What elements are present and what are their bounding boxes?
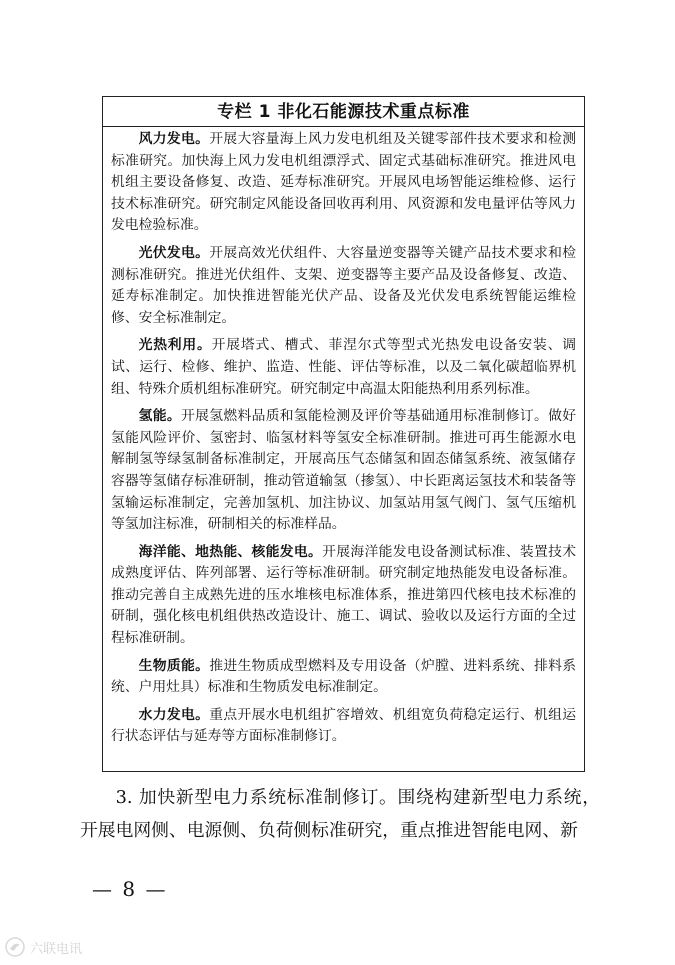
section-head: 光伏发电。 xyxy=(138,244,210,261)
section-text: 开展氢燃料品质和氢能检测及评价等基础通用标准制修订。做好氢能风险评价、氢密封、临氢材料等氢安全标准研制。推进可再生能源水电解制氢等绿氢制备标准制定，开展高压气态储氢和固态储氢系统、液氢储存容器等氢储存标准研制，推动管道输氢（掺氢）、中长距离运氢技术和装备等氢输运标准制定，完善加氢机、加注协议、加氢站用氢气阀门、氢气压缩机等氢加注标准，研制相关的标准样品。 xyxy=(111,408,577,533)
section-solar-thermal xyxy=(111,335,576,400)
section-text: 开展高效光伏组件、大容量逆变器等关键产品技术要求和检测标准研究。推进光伏组件、支架、逆变器等主要产品及设备修复、改造、延寿标准制定。加快推进智能光伏产品、设备及光伏发电系统智能运维检修、安全标准制定。 xyxy=(111,244,577,326)
section-text: 开展海洋能发电设备测试标准、装置技术成熟度评估、阵列部署、运行等标准研制。研究制定地热能发电设备标准。推动完善自主成熟先进的压水堆核电标准体系，推进第四代核电技术标准的研制，强化核电机组供热改造设计、施工、调试、验收以及运行方面的全过程标准研制。 xyxy=(111,543,577,647)
section-biomass xyxy=(111,656,576,699)
section-head: 风力发电。 xyxy=(138,131,210,147)
section-head: 氢能。 xyxy=(138,408,181,425)
box-title: 专栏 1 非化石能源技术重点标准 xyxy=(103,97,584,127)
section-head: 光热利用。 xyxy=(138,337,212,354)
box-body xyxy=(103,127,584,748)
section-hydrogen xyxy=(111,406,576,536)
section-head: 水力发电。 xyxy=(138,706,210,723)
section-text: 推进生物质成型燃料及专用设备（炉膛、进料系统、排料系统、户用灶具）标准和生物质发电标准制定。 xyxy=(111,657,577,696)
feature-box xyxy=(102,96,585,772)
section-text: 开展塔式、槽式、菲涅尔式等型式光热发电设备安装、调试、运行、检修、维护、监造、性能、评估等标准，以及二氧化碳超临界机组、特殊介质机组标准研究。研究制定中高温太阳能热利用系列标准。 xyxy=(111,337,577,397)
section-head: 海洋能、地热能、核能发电。 xyxy=(138,543,323,560)
watermark xyxy=(4,934,104,960)
section-wind xyxy=(111,129,576,237)
page-number: — 8 — xyxy=(92,877,168,901)
section-head: 生物质能。 xyxy=(138,657,210,674)
watermark-text: 六联电讯 xyxy=(30,941,83,957)
section-ocean-geo-nuclear xyxy=(111,542,576,650)
section-pv xyxy=(111,243,576,329)
section-text: 开展大容量海上风力发电机组及关键零部件技术要求和检测标准研究。加快海上风力发电机组漂浮式、固定式基础标准研究。推进风电机组主要设备修复、改造、延寿标准研究。开展风电场智能运维检修、运行技术标准研究。研究制定风能设备回收再利用、风资源和发电量评估等风力发电检验标准。 xyxy=(111,131,577,234)
section-hydro xyxy=(111,705,576,748)
bird-logo-icon xyxy=(4,936,26,958)
section-text: 重点开展水电机组扩容增效、机组宽负荷稳定运行、机组运行状态评估与延寿等方面标准制修订。 xyxy=(111,706,577,745)
body-paragraph: 3. 加快新型电力系统标准制修订。围绕构建新型电力系统，开展电网侧、电源侧、负荷侧标准研究，重点推进智能电网、新 xyxy=(80,787,600,841)
